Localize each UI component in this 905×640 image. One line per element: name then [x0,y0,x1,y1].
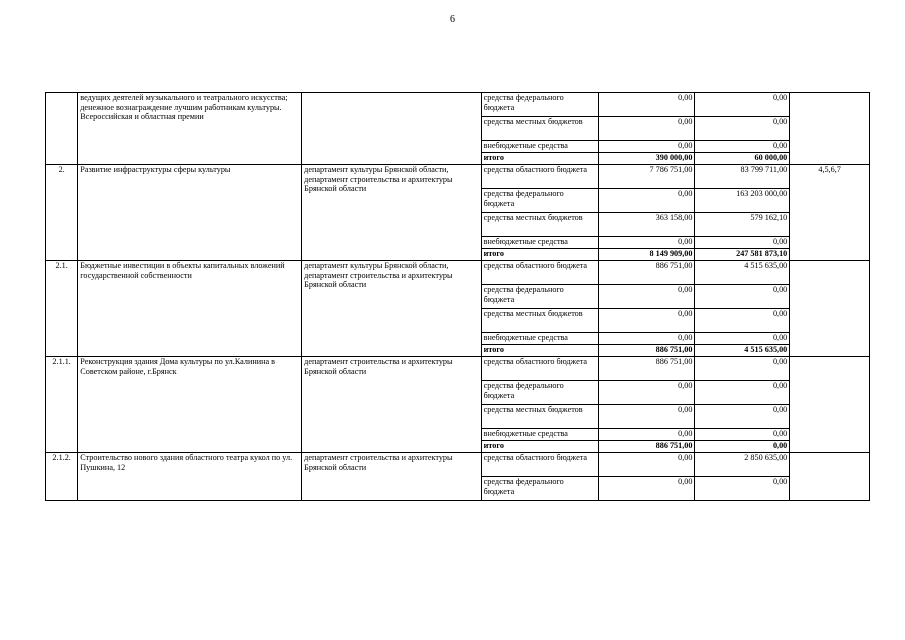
funding-source: итого [481,153,598,165]
amount-col-2: 0,00 [695,429,790,441]
funding-source: средства местных бюджетов [481,405,598,429]
amount-col-1: 0,00 [598,117,695,141]
item-executor: департамент строительства и архитектуры Брянской области [302,453,482,501]
amount-col-2: 4 515 635,00 [695,261,790,285]
amount-col-2: 0,00 [695,141,790,153]
item-indicator-refs: 4,5,6,7 [790,165,870,261]
amount-col-2: 0,00 [695,333,790,345]
table-row [46,165,870,189]
item-number: 2. [46,165,78,261]
amount-col-1: 0,00 [598,477,695,501]
budget-table-body [46,93,870,501]
amount-col-1: 886 751,00 [598,441,695,453]
amount-col-2: 0,00 [695,237,790,249]
amount-col-2: 579 162,10 [695,213,790,237]
funding-source: средства федерального бюджета [481,189,598,213]
amount-col-1: 0,00 [598,285,695,309]
item-name: Строительство нового здания областного театра кукол по ул. Пушкина, 12 [78,453,302,501]
amount-col-2: 0,00 [695,309,790,333]
amount-col-1: 0,00 [598,453,695,477]
funding-source: итого [481,345,598,357]
amount-col-1: 0,00 [598,429,695,441]
budget-table [45,92,870,501]
funding-source: средства областного бюджета [481,453,598,477]
amount-col-1: 886 751,00 [598,357,695,381]
amount-col-1: 363 158,00 [598,213,695,237]
amount-col-1: 0,00 [598,141,695,153]
funding-source: внебюджетные средства [481,237,598,249]
funding-source: средства местных бюджетов [481,309,598,333]
funding-source: внебюджетные средства [481,333,598,345]
amount-col-2: 60 000,00 [695,153,790,165]
item-indicator-refs [790,453,870,501]
item-name: ведущих деятелей музыкального и театрального искусства; денежное вознаграждение лучшим работникам культуры. Всероссийская и областная премии [78,93,302,165]
amount-col-2: 2 850 635,00 [695,453,790,477]
amount-col-2: 0,00 [695,381,790,405]
funding-source: итого [481,249,598,261]
amount-col-2: 83 799 711,00 [695,165,790,189]
table-row [46,357,870,381]
funding-source: средства федерального бюджета [481,381,598,405]
item-indicator-refs [790,93,870,165]
funding-source: средства федерального бюджета [481,477,598,501]
amount-col-2: 0,00 [695,93,790,117]
amount-col-2: 247 581 873,10 [695,249,790,261]
amount-col-1: 0,00 [598,237,695,249]
amount-col-2: 0,00 [695,285,790,309]
table-row [46,93,870,117]
item-executor: департамент культуры Брянской области, департамент строительства и архитектуры Брянской области [302,165,482,261]
funding-source: средства федерального бюджета [481,285,598,309]
funding-source: внебюджетные средства [481,429,598,441]
amount-col-1: 0,00 [598,189,695,213]
funding-source: средства местных бюджетов [481,213,598,237]
amount-col-2: 0,00 [695,441,790,453]
amount-col-1: 0,00 [598,309,695,333]
amount-col-2: 0,00 [695,405,790,429]
item-executor [302,93,482,165]
table-row [46,261,870,285]
funding-source: средства областного бюджета [481,357,598,381]
amount-col-2: 0,00 [695,477,790,501]
item-number [46,93,78,165]
funding-source: средства областного бюджета [481,261,598,285]
amount-col-1: 8 149 909,00 [598,249,695,261]
item-indicator-refs [790,261,870,357]
amount-col-2: 0,00 [695,357,790,381]
amount-col-1: 886 751,00 [598,345,695,357]
funding-source: средства местных бюджетов [481,117,598,141]
amount-col-2: 4 515 635,00 [695,345,790,357]
amount-col-2: 163 203 000,00 [695,189,790,213]
amount-col-2: 0,00 [695,117,790,141]
amount-col-1: 0,00 [598,405,695,429]
amount-col-1: 0,00 [598,381,695,405]
page-number: 6 [450,14,455,25]
item-number: 2.1.2. [46,453,78,501]
item-name: Бюджетные инвестиции в объекты капитальных вложений государственной собственности [78,261,302,357]
funding-source: внебюджетные средства [481,141,598,153]
item-executor: департамент культуры Брянской области, департамент строительства и архитектуры Брянской области [302,261,482,357]
item-number: 2.1. [46,261,78,357]
funding-source: средства федерального бюджета [481,93,598,117]
funding-source: средства областного бюджета [481,165,598,189]
item-name: Реконструкция здания Дома культуры по ул.Калинина в Советском районе, г.Брянск [78,357,302,453]
item-indicator-refs [790,357,870,453]
item-number: 2.1.1. [46,357,78,453]
table-row [46,453,870,477]
amount-col-1: 390 000,00 [598,153,695,165]
amount-col-1: 7 786 751,00 [598,165,695,189]
amount-col-1: 0,00 [598,93,695,117]
item-name: Развитие инфраструктуры сферы культуры [78,165,302,261]
funding-source: итого [481,441,598,453]
amount-col-1: 0,00 [598,333,695,345]
item-executor: департамент строительства и архитектуры Брянской области [302,357,482,453]
amount-col-1: 886 751,00 [598,261,695,285]
